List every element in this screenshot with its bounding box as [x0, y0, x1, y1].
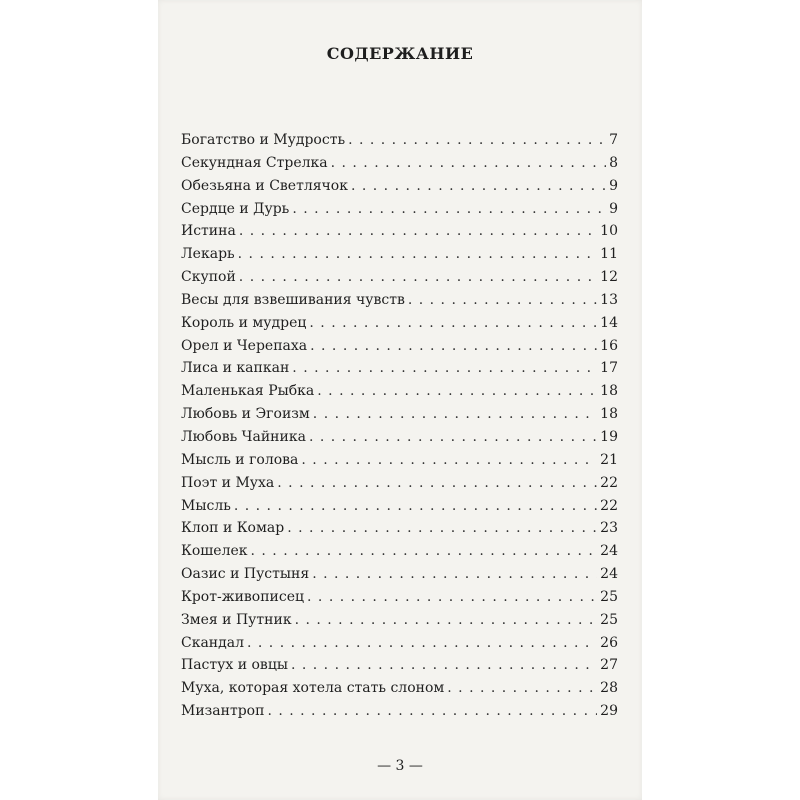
toc-entry-title: Оазис и Пустыня: [181, 566, 310, 583]
toc-entry-page: 27: [600, 657, 618, 674]
page-title: СОДЕРЖАНИЕ: [326, 44, 474, 63]
toc-entry-title: Обезьяна и Светлячок: [181, 177, 348, 194]
toc-entry-title: Истина: [181, 223, 236, 240]
toc-entry: [181, 178, 618, 201]
dot-leader: [301, 452, 597, 468]
toc-entry: [181, 498, 618, 521]
toc-entry: [181, 269, 618, 292]
toc-entry-page: 22: [600, 474, 618, 491]
toc-entry-page: 17: [600, 360, 618, 377]
toc-entry-page: 24: [600, 543, 618, 560]
dot-leader: [292, 360, 597, 376]
page-number: — 3 —: [377, 758, 423, 774]
toc-entry-title: Муха, которая хотела стать слоном: [181, 680, 445, 697]
toc-entry-page: 18: [600, 383, 618, 400]
toc-entry-title: Маленькая Рыбка: [181, 383, 315, 400]
toc-entry: [181, 246, 618, 269]
toc-entry-page: 26: [600, 634, 618, 651]
toc-entry-title: Сердце и Дурь: [181, 200, 290, 217]
toc-entry-page: 11: [600, 246, 618, 263]
toc-entry-page: 25: [600, 611, 618, 628]
toc-entry-page: 18: [600, 406, 618, 423]
dot-leader: [287, 520, 597, 536]
toc-entry-title: Клоп и Комар: [181, 520, 285, 537]
dot-leader: [310, 338, 597, 354]
toc-entry: [181, 680, 618, 703]
book-page: [158, 0, 642, 800]
dot-leader: [238, 246, 598, 262]
toc-entry-title: Любовь Чайника: [181, 428, 306, 445]
toc-entry-title: Скандал: [181, 634, 244, 651]
toc-entry-title: Пастух и овцы: [181, 657, 288, 674]
toc-entry-title: Мизантроп: [181, 703, 265, 720]
dot-leader: [291, 657, 597, 673]
toc-entry-title: Кошелек: [181, 543, 248, 560]
toc-entry-page: 12: [600, 269, 618, 286]
dot-leader: [309, 315, 597, 331]
toc-entry: [181, 315, 618, 338]
toc-entry-page: 10: [600, 223, 618, 240]
toc-entry-page: 24: [600, 566, 618, 583]
toc-entry: [181, 475, 618, 498]
dot-leader: [313, 406, 597, 422]
dot-leader: [277, 475, 597, 491]
toc-entry-title: Весы для взвешивания чувств: [181, 291, 405, 308]
toc-entry: [181, 292, 618, 315]
dot-leader: [307, 589, 597, 605]
toc-entry-title: Крот-живописец: [181, 588, 305, 605]
dot-leader: [247, 635, 597, 651]
toc-entry-title: Орел и Черепаха: [181, 337, 308, 354]
toc-entry-page: 9: [609, 200, 618, 217]
toc-entry: [181, 589, 618, 612]
toc-entry: [181, 612, 618, 635]
table-of-contents: [181, 132, 618, 726]
toc-entry: [181, 155, 618, 178]
dot-leader: [351, 178, 606, 194]
toc-entry: [181, 566, 618, 589]
toc-entry-title: Богатство и Мудрость: [181, 132, 346, 148]
toc-entry: [181, 657, 618, 680]
toc-entry-page: 19: [600, 428, 618, 445]
toc-entry-page: 22: [600, 497, 618, 514]
dot-leader: [447, 680, 597, 696]
toc-entry: [181, 520, 618, 543]
dot-leader: [317, 383, 597, 399]
toc-entry-title: Лекарь: [181, 246, 235, 263]
toc-entry: [181, 132, 618, 155]
toc-entry: [181, 223, 618, 246]
toc-entry: [181, 429, 618, 452]
toc-entry: [181, 543, 618, 566]
toc-entry-page: 7: [609, 132, 618, 148]
toc-entry-page: 14: [600, 314, 618, 331]
dot-leader: [309, 429, 597, 445]
toc-entry-title: Любовь и Эгоизм: [181, 406, 310, 423]
toc-entry: [181, 703, 618, 726]
toc-entry-page: 28: [600, 680, 618, 697]
toc-entry: [181, 635, 618, 658]
toc-entry-title: Мысль и голова: [181, 451, 299, 468]
toc-entry-title: Змея и Путник: [181, 611, 292, 628]
toc-entry-title: Поэт и Муха: [181, 474, 275, 491]
dot-leader: [292, 201, 606, 217]
toc-entry-page: 23: [600, 520, 618, 537]
toc-entry: [181, 338, 618, 361]
dot-leader: [331, 155, 606, 171]
toc-entry-title: Лиса и капкан: [181, 360, 290, 377]
dot-leader: [295, 612, 598, 628]
toc-entry-title: Мысль: [181, 497, 231, 514]
toc-entry: [181, 360, 618, 383]
toc-entry-title: Скупой: [181, 269, 236, 286]
toc-entry-page: 8: [609, 154, 618, 171]
dot-leader: [239, 269, 597, 285]
toc-entry-page: 16: [600, 337, 618, 354]
toc-entry: [181, 383, 618, 406]
toc-entry: [181, 406, 618, 429]
toc-entry-page: 29: [600, 703, 618, 720]
dot-leader: [312, 566, 597, 582]
toc-entry-page: 21: [600, 451, 618, 468]
dot-leader: [239, 223, 597, 239]
dot-leader: [234, 498, 597, 514]
toc-entry: [181, 452, 618, 475]
dot-leader: [251, 543, 598, 559]
toc-entry-title: Секундная Стрелка: [181, 154, 328, 171]
toc-entry-page: 13: [600, 291, 618, 308]
toc-entry-title: Король и мудрец: [181, 314, 307, 331]
dot-leader: [267, 703, 597, 719]
dot-leader: [348, 132, 606, 148]
toc-entry: [181, 201, 618, 224]
toc-entry-page: 25: [600, 588, 618, 605]
dot-leader: [408, 292, 597, 308]
toc-entry-page: 9: [609, 177, 618, 194]
